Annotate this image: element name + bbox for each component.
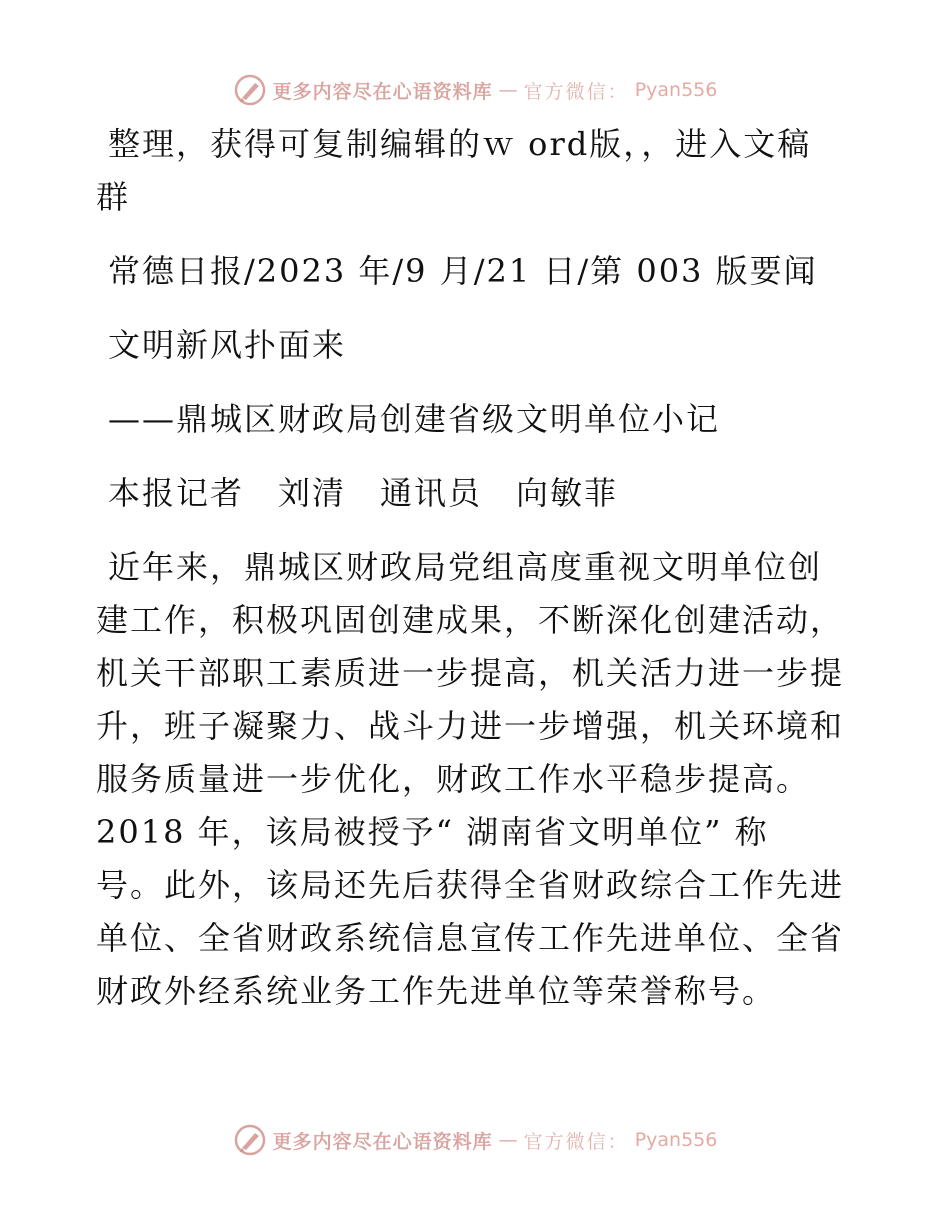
body-line: 近年来，鼎城区财政局党组高度重视文明单位创 (108, 548, 823, 586)
body-line: 升，班子凝聚力、战斗力进一步增强，机关环境和 (96, 707, 845, 745)
watermark-header (0, 70, 950, 110)
body-line: 2018 年，该局被授予“ 湖南省文明单位” 称 (96, 813, 769, 851)
pen-circle-icon (233, 1123, 267, 1157)
watermark-wechat-id: Pyan556 (634, 1129, 718, 1151)
article-content (96, 118, 852, 1018)
watermark-dash: — (498, 1129, 518, 1151)
watermark-footer (0, 1120, 950, 1160)
watermark-wechat-id: Pyan556 (634, 79, 718, 101)
intro-line: 整理，获得可复制编辑的ｗ ord版，，进入文稿 (108, 125, 812, 163)
body-line: 建工作，积极巩固创建成果，不断深化创建活动， (96, 601, 845, 639)
pen-circle-icon (233, 73, 267, 107)
watermark-dash: — (498, 79, 518, 101)
article-subtitle: ——鼎城区财政局创建省级文明单位小记 (108, 400, 721, 438)
article-byline: 本报记者 刘清 通讯员 向敏菲 (108, 474, 619, 512)
body-line: 号。此外，该局还先后获得全省财政综合工作先进 (96, 866, 845, 904)
body-line: 服务质量进一步优化，财政工作水平稳步提高。 (96, 760, 811, 798)
article-title: 文明新风扑面来 (108, 326, 347, 364)
watermark-brand-text: 更多内容尽在心语资料库 (272, 80, 493, 103)
watermark-label: 官方微信： (523, 80, 629, 103)
body-line: 机关干部职工素质进一步提高，机关活力进一步提 (96, 654, 845, 692)
watermark-label: 官方微信： (523, 1130, 629, 1153)
article-source: 常德日报/2023 年/9 月/21 日/第 003 版要闻 (108, 252, 818, 290)
watermark-brand-text: 更多内容尽在心语资料库 (272, 1130, 493, 1153)
body-line: 财政外经系统业务工作先进单位等荣誉称号。 (96, 972, 777, 1010)
body-line: 单位、全省财政系统信息宣传工作先进单位、全省 (96, 919, 845, 957)
intro-line-continued: 群 (96, 178, 131, 216)
